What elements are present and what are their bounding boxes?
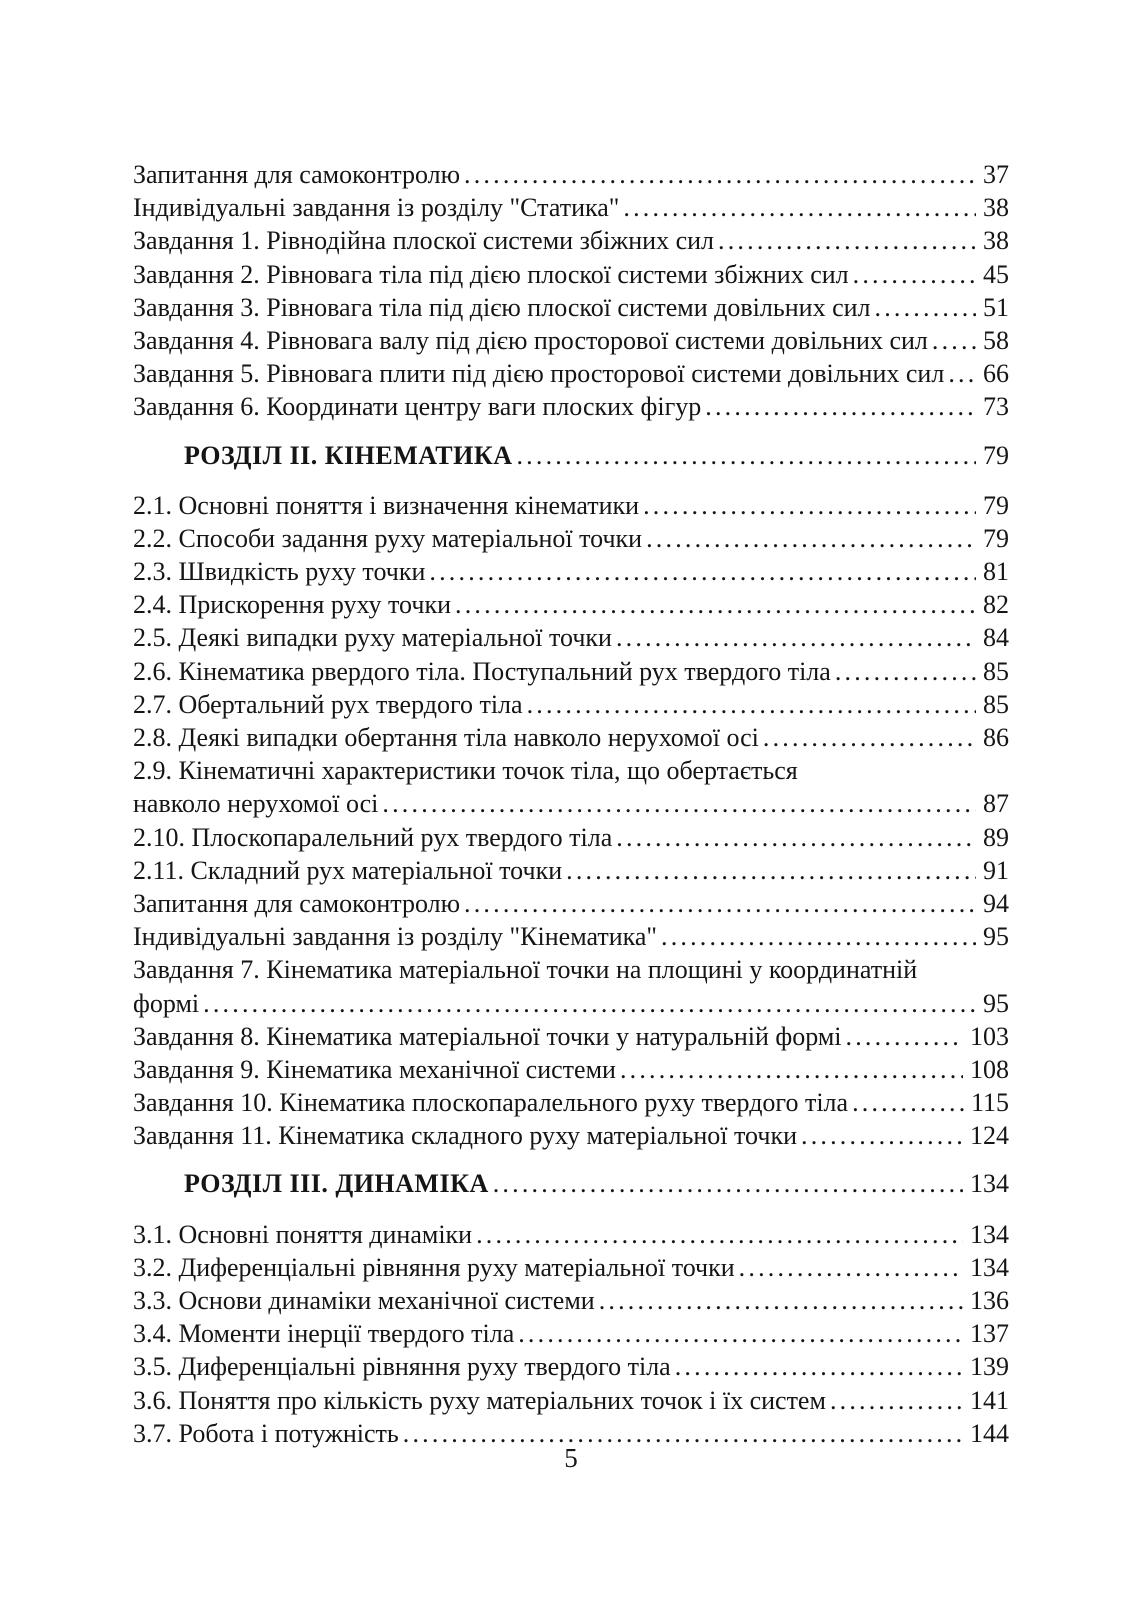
toc-entry bbox=[133, 1350, 1009, 1383]
toc-entry-page-number: 95 bbox=[983, 922, 1009, 952]
toc-entry-page-number: 85 bbox=[983, 689, 1009, 719]
toc-entry-page-number: 108 bbox=[970, 1054, 1009, 1084]
toc-entry bbox=[133, 688, 1009, 721]
dot-leader bbox=[460, 887, 976, 920]
toc-entry-page-number: 84 bbox=[983, 623, 1009, 653]
toc-entry-title: РОЗДІЛ ІІ. КІНЕМАТИКА bbox=[184, 440, 513, 470]
toc-entry bbox=[133, 721, 1009, 754]
dot-leader bbox=[639, 489, 976, 522]
toc-entry bbox=[133, 1251, 1009, 1284]
toc-entry-page-number: 134 bbox=[970, 1252, 1009, 1282]
toc-entry bbox=[133, 1020, 1009, 1053]
toc-entry bbox=[133, 655, 1009, 688]
dot-leader bbox=[451, 588, 976, 621]
dot-leader bbox=[944, 357, 976, 390]
toc-entry bbox=[133, 1086, 1009, 1119]
toc-section-heading bbox=[133, 1167, 1009, 1200]
dot-leader bbox=[378, 787, 976, 820]
dot-leader bbox=[595, 1284, 963, 1317]
dot-leader bbox=[642, 522, 976, 555]
dot-leader bbox=[514, 1317, 963, 1350]
toc-entry-page-number: 134 bbox=[970, 1219, 1009, 1249]
dot-leader bbox=[512, 439, 976, 472]
dot-leader bbox=[714, 224, 976, 257]
toc-entry bbox=[133, 291, 1009, 324]
toc-entry-title: 2.1. Основні поняття і визначення кінематики bbox=[133, 490, 640, 520]
toc-entry-page-number: 141 bbox=[970, 1385, 1009, 1415]
toc-entry-page-number: 95 bbox=[983, 988, 1009, 1018]
toc-entry-title: Завдання 6. Координати центру ваги плоских фігур bbox=[133, 392, 702, 422]
toc-entry bbox=[133, 920, 1009, 953]
toc-entry-page-number: 66 bbox=[983, 359, 1009, 389]
toc-entry-title: Завдання 4. Рівновага валу під дією просторової системи довільних сил bbox=[133, 325, 928, 355]
table-of-contents bbox=[133, 158, 1009, 1450]
dot-leader bbox=[848, 1086, 964, 1119]
toc-entry-page-number: 38 bbox=[983, 193, 1009, 223]
toc-entry-title: 3.1. Основні поняття динаміки bbox=[133, 1219, 473, 1249]
toc-entry-page-number: 139 bbox=[970, 1352, 1009, 1382]
toc-entry-page-number: 103 bbox=[970, 1021, 1009, 1051]
dot-leader bbox=[797, 1119, 963, 1152]
toc-entry-page-number: 86 bbox=[983, 723, 1009, 752]
toc-entry-page-number: 144 bbox=[970, 1418, 1009, 1448]
toc-entry-title: формі bbox=[133, 988, 200, 1018]
toc-entry bbox=[133, 1317, 1009, 1350]
page-number: 5 bbox=[564, 1443, 578, 1473]
toc-entry bbox=[133, 1119, 1009, 1152]
dot-leader bbox=[523, 688, 976, 721]
toc-entry bbox=[133, 953, 1009, 986]
toc-entry-page-number: 82 bbox=[983, 590, 1009, 620]
toc-entry-page-number: 137 bbox=[970, 1319, 1009, 1349]
dot-leader bbox=[199, 987, 976, 1020]
toc-entry-page-number: 79 bbox=[983, 490, 1009, 520]
toc-entry-page-number: 91 bbox=[983, 855, 1009, 885]
toc-entry-page-number: 45 bbox=[983, 259, 1009, 289]
dot-leader bbox=[425, 555, 976, 588]
toc-entry bbox=[133, 191, 1009, 224]
toc-section-heading bbox=[133, 439, 1009, 472]
toc-entry bbox=[133, 987, 1009, 1020]
toc-entry-page-number: 73 bbox=[983, 392, 1009, 422]
dot-leader bbox=[831, 655, 976, 688]
toc-entry-page-number: 37 bbox=[983, 160, 1009, 189]
toc-entry bbox=[133, 621, 1009, 654]
toc-entry-title: 3.2. Диференціальні рівняння руху матеріальної точки bbox=[133, 1252, 735, 1282]
toc-entry-page-number: 134 bbox=[970, 1169, 1009, 1199]
toc-entry-title: 3.6. Поняття про кількість руху матеріальних точок і їх систем bbox=[133, 1385, 826, 1415]
dot-leader bbox=[826, 1384, 963, 1417]
toc-entry-title: Завдання 1. Рівнодійна плоскої системи збіжних сил bbox=[133, 226, 715, 256]
dot-leader bbox=[871, 291, 977, 324]
toc-entry-page-number: 51 bbox=[983, 292, 1009, 322]
toc-entry-title: Завдання 9. Кінематика механічної системи bbox=[133, 1054, 616, 1084]
toc-entry-title: Завдання 10. Кінематика плоскопаралельного руху твердого тіла bbox=[133, 1088, 849, 1118]
toc-entry bbox=[133, 522, 1009, 555]
toc-entry-title: 3.5. Диференціальні рівняння руху твердого тіла bbox=[133, 1352, 671, 1382]
toc-entry-title: Завдання 7. Кінематика матеріальної точки на площині у координатній bbox=[133, 955, 918, 985]
toc-entry-title: 3.7. Робота і потужність bbox=[133, 1418, 399, 1448]
dot-leader bbox=[562, 854, 976, 887]
dot-leader bbox=[472, 1218, 963, 1251]
toc-entry-title: 2.2. Способи задання руху матеріальної точки bbox=[133, 523, 643, 553]
toc-entry bbox=[133, 158, 1009, 191]
toc-entry-title: Запитання для самоконтролю bbox=[133, 888, 461, 918]
toc-entry bbox=[133, 1053, 1009, 1086]
toc-entry-title: 2.7. Обертальний рух твердого тіла bbox=[133, 689, 523, 719]
toc-entry bbox=[133, 390, 1009, 423]
toc-entry-title: Індивідуальні завдання із розділу "Кінематика" bbox=[133, 922, 657, 952]
dot-leader bbox=[759, 721, 976, 754]
dot-leader bbox=[460, 158, 976, 191]
toc-entry-title: 3.4. Моменти інерції твердого тіла bbox=[133, 1319, 515, 1349]
toc-entry bbox=[133, 1284, 1009, 1317]
dot-leader bbox=[619, 191, 976, 224]
toc-entry bbox=[133, 754, 1009, 787]
toc-entry-page-number: 124 bbox=[970, 1121, 1009, 1151]
toc-entry-title: Завдання 11. Кінематика складного руху матеріальної точки bbox=[133, 1121, 797, 1151]
toc-entry-page-number: 136 bbox=[970, 1286, 1009, 1315]
toc-entry bbox=[133, 854, 1009, 887]
toc-entry-title: 3.3. Основи динаміки механічної системи bbox=[133, 1286, 595, 1315]
toc-entry bbox=[133, 1384, 1009, 1417]
toc-entry-page-number: 79 bbox=[983, 523, 1009, 553]
toc-entry-page-number: 89 bbox=[983, 822, 1009, 852]
dot-leader bbox=[842, 1020, 963, 1053]
toc-entry bbox=[133, 821, 1009, 854]
dot-leader bbox=[849, 258, 976, 291]
toc-entry bbox=[133, 489, 1009, 522]
toc-entry-title: 2.8. Деякі випадки обертання тіла навколо нерухомої осі bbox=[133, 723, 759, 752]
toc-entry-page-number: 115 bbox=[970, 1088, 1009, 1118]
dot-leader bbox=[735, 1251, 963, 1284]
toc-entry-title: 2.9. Кінематичні характеристики точок тіла, що обертається bbox=[133, 756, 798, 786]
dot-leader bbox=[671, 1350, 963, 1383]
toc-entry-title: РОЗДІЛ ІІІ. ДИНАМІКА bbox=[184, 1169, 489, 1199]
toc-entry-page-number: 58 bbox=[983, 325, 1009, 355]
toc-entry-title: навколо нерухомої осі bbox=[133, 789, 379, 819]
toc-entry bbox=[133, 324, 1009, 357]
toc-entry-title: 2.5. Деякі випадки руху матеріальної точки bbox=[133, 623, 612, 653]
toc-entry-title: Завдання 2. Рівновага тіла під дією плоскої системи збіжних сил bbox=[133, 259, 849, 289]
toc-entry-page-number: 94 bbox=[983, 888, 1009, 918]
dot-leader bbox=[489, 1167, 963, 1200]
toc-entry-title: 2.6. Кінематика рвердого тіла. Поступальний рух твердого тіла bbox=[133, 656, 831, 686]
toc-entry-title: 2.4. Прискорення руху точки bbox=[133, 590, 452, 620]
dot-leader bbox=[616, 1053, 963, 1086]
toc-entry-page-number: 85 bbox=[983, 656, 1009, 686]
dot-leader bbox=[612, 821, 976, 854]
dot-leader bbox=[701, 390, 976, 423]
toc-entry bbox=[133, 555, 1009, 588]
toc-entry bbox=[133, 258, 1009, 291]
toc-entry-title: Індивідуальні завдання із розділу "Статика" bbox=[133, 193, 620, 223]
toc-entry-title: Завдання 5. Рівновага плити під дією просторової системи довільних сил bbox=[133, 359, 945, 389]
toc-entry bbox=[133, 887, 1009, 920]
toc-entry bbox=[133, 357, 1009, 390]
toc-entry-page-number: 79 bbox=[983, 440, 1009, 470]
toc-entry bbox=[133, 224, 1009, 257]
dot-leader bbox=[657, 920, 976, 953]
toc-entry-title: 2.10. Плоскопаралельний рух твердого тіла bbox=[133, 822, 613, 852]
toc-entry-title: 2.11. Складний рух матеріальної точки bbox=[133, 855, 563, 885]
toc-entry-title: 2.3. Швидкість руху точки bbox=[133, 557, 426, 587]
toc-entry bbox=[133, 787, 1009, 820]
toc-entry-title: Завдання 3. Рівновага тіла під дією плоскої системи довільних сил bbox=[133, 292, 871, 322]
toc-entry-page-number: 38 bbox=[983, 226, 1009, 256]
toc-entry bbox=[133, 588, 1009, 621]
toc-entry bbox=[133, 1218, 1009, 1251]
toc-entry-title: Запитання для самоконтролю bbox=[133, 160, 461, 189]
toc-entry-page-number: 87 bbox=[983, 789, 1009, 819]
dot-leader bbox=[612, 621, 976, 654]
toc-entry-title: Завдання 8. Кінематика матеріальної точки у натуральній формі bbox=[133, 1021, 842, 1051]
dot-leader bbox=[928, 324, 976, 357]
toc-entry-page-number: 81 bbox=[983, 557, 1009, 587]
